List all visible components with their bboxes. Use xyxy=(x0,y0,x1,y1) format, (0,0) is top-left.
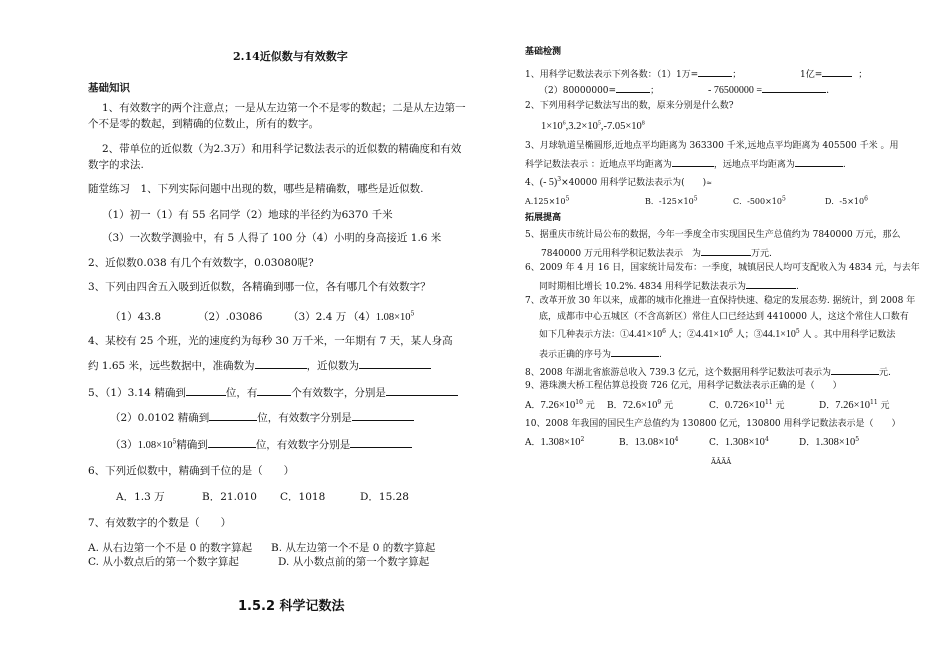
r-question-3-line1: 3、月球轨道呈椭圆形,近地点平均距离为 363300 千米,远地点平均距离为 405500 千米 。用 xyxy=(525,141,899,151)
r-question-7-line4: 表示正确的序号为 . xyxy=(539,346,662,362)
q3-option-3: （3）2.4 万 xyxy=(288,311,347,323)
heading-basic-check: 基础检测 xyxy=(525,47,562,57)
r4-option-c: C．$-500\times 10^5$ xyxy=(733,195,786,206)
r6-blank[interactable] xyxy=(746,278,796,289)
r-question-10: 10、2008 年我国的国民生产总值约为 130800 亿元，130800 用科学记数法表示是（ ） xyxy=(525,419,901,429)
r8-blank[interactable] xyxy=(831,364,879,375)
r-question-1-neg: - 76500000 = . xyxy=(708,82,829,97)
garbled-text: ÃÂÃÂ xyxy=(711,458,732,466)
r1-blank-80000000[interactable] xyxy=(616,82,650,93)
r9-option-a: A．$7.26\times 10^{10}$ 元 xyxy=(525,399,595,411)
r-question-5-line1: 5、据重庆市统计局公布的数据，今年一季度全市实现国民生产总值约为 7840000 万元，那么 xyxy=(525,230,901,240)
r1-blank-yi[interactable] xyxy=(822,66,852,77)
r-question-6-line2: 同时期相比增长 10.2%. 4834 用科学记数法表示为 . xyxy=(539,278,799,294)
q6-option-b: B．21.010 xyxy=(202,491,257,503)
knowledge-2-line1: 2、带单位的近似数（为2.3万）和用科学记数法表示的近似数的精确度和有效 xyxy=(102,143,462,155)
r-question-2: 2、下列用科学记数法写出的数，原来分别是什么数? xyxy=(525,101,734,111)
question-2: 2、近似数0.038 有几个有效数字，0.03080呢? xyxy=(88,257,314,269)
r4-option-b: B．$-125\times 10^5$ xyxy=(645,195,698,206)
q5a-blank-place[interactable] xyxy=(186,385,226,396)
r10-option-b: B．$13.08\times 10^4$ xyxy=(619,436,679,448)
r-question-7-line2: 底，成都市中心五城区（不含高新区）常住人口已经达到 4410000 人，这这个常住人口数有 xyxy=(539,312,909,322)
section-title: 2.14近似数与有效数字 xyxy=(233,50,348,63)
question-5-part1: 5、（1）3.14 精确到 位，有 个有效数字，分别是 xyxy=(88,385,458,400)
bottom-section-title: 1.5.2 科学记数法 xyxy=(238,599,345,614)
q4-blank-exact[interactable] xyxy=(255,358,307,369)
practice-q1-items-b: （3）一次数学测验中，有 5 人得了 100 分（4）小明的身高接近 1.6 米 xyxy=(102,232,442,244)
knowledge-1-line1: 1、有效数字的两个注意点；一是从左边第一个不是零的数起；二是从左边第一 xyxy=(102,102,466,114)
r3-blank-perigee[interactable] xyxy=(672,156,714,167)
q4-blank-approx[interactable] xyxy=(359,358,431,369)
r-question-1-yi: 1亿= ； xyxy=(800,66,867,82)
r-question-9: 9、港珠澳大桥工程估算总投资 726 亿元，用科学记数法表示正确的是（ ） xyxy=(525,381,842,391)
q7-option-c: C. 从小数点后的第一个数字算起 xyxy=(88,556,239,568)
r-question-5-line2: 7840000 万元用科学积记数法表示 为 万元. xyxy=(541,245,772,261)
r4-option-a: $A.125\times 10^5$ xyxy=(525,195,570,206)
q6-option-c: C．1018 xyxy=(280,491,326,503)
r10-option-c: C．$1.308\times 10^4$ xyxy=(709,436,769,448)
r1-blank-neg[interactable] xyxy=(762,82,826,93)
r-question-1-line2: （2）80000000= ； xyxy=(539,82,659,98)
q7-option-b: B. 从左边第一个不是 0 的数字算起 xyxy=(271,542,436,554)
r9-option-c: C．$0.726\times 10^{11}$ 元 xyxy=(709,399,785,411)
question-5-part2: （2）0.0102 精确到 位，有效数字分别是 xyxy=(110,410,414,425)
r-question-6-line1: 6、2009 年 4 月 16 日，国家统计局发布：一季度，城镇居民人均可支配收入为 4834 元，与去年 xyxy=(525,263,920,273)
question-7: 7、有效数字的个数是（ ） xyxy=(88,517,232,529)
q5a-blank-digits[interactable] xyxy=(386,385,458,396)
r-question-4: 4、(- 5)$^3$×40000 用科学记数法表示为( )≈ xyxy=(525,176,712,188)
heading-extension: 拓展提高 xyxy=(525,213,562,223)
q3-option-1: （1）43.8 xyxy=(110,311,162,323)
r1-blank-wan[interactable] xyxy=(698,66,732,77)
q5b-blank-place[interactable] xyxy=(209,410,257,421)
q3-option-2: （2）.03086 xyxy=(198,311,263,323)
r9-option-b: B．$72.6\times 10^9$ 元 xyxy=(607,399,674,411)
knowledge-1-line2: 个不是零的数起，到精确的位数止，所有的数字。 xyxy=(88,118,319,130)
r4-option-d: D．$-5\times 10^6$ xyxy=(825,195,868,206)
q3-option-4: $(4)1.08\times 10^5$ xyxy=(348,310,415,323)
r5-blank[interactable] xyxy=(701,245,751,256)
question-4-line2: 约 1.65 米，远些数据中，准确数为 ，近似数为 xyxy=(88,358,431,373)
q6-option-a: A．1.3 万 xyxy=(116,491,165,503)
r3-blank-apogee[interactable] xyxy=(795,156,843,167)
r9-option-d: D．$7.26\times 10^{11}$ 元 xyxy=(819,399,890,411)
r10-option-d: D．$1.308\times 10^5$ xyxy=(799,436,860,448)
q5c-blank-digits[interactable] xyxy=(350,437,412,448)
q7-option-d: D. 从小数点前的第一个数字算起 xyxy=(278,556,430,568)
question-3: 3、下列由四舍五入吸到近似数，各精确到哪一位，各有哪几个有效数字？ xyxy=(88,281,431,293)
practice-q1-items-a: （1）初一（1）有 55 名同学（2）地球的半径约为6370 千米 xyxy=(102,209,393,221)
r-question-8: 8、2008 年湖北省旅游总收入 739.3 亿元，这个数据用科学记数法可表示为 元. xyxy=(525,364,891,380)
r-question-2-expression: $1\times 10^6,3.2\times 10^5,-7.05\times 10^8$ xyxy=(541,120,645,132)
q5a-blank-count[interactable] xyxy=(257,385,291,396)
r-question-1-line1: 1、用科学记数法表示下列各数：（1）1万= ； xyxy=(525,66,741,82)
q5c-blank-place[interactable] xyxy=(208,437,256,448)
r10-option-a: A．$1.308\times 10^2$ xyxy=(525,436,585,448)
practice-q1: 随堂练习 1、下列实际问题中出现的数，哪些是精确数，哪些是近似数. xyxy=(88,183,424,195)
r-question-7-line3: 如下几种表示方法：$①4.41\times 10^6$ 人；$②4.41\times 10^6$ 人；$③44.1\times 10^5$ 人 。其中用科学记数法 xyxy=(539,328,896,340)
r-question-7-line1: 7、改革开放 30 年以来，成都的城市化推进一直保持快速、稳定的发展态势. 据统计，到 2008 年 xyxy=(525,296,916,306)
r7-blank[interactable] xyxy=(611,346,659,357)
q6-option-d: D．15.28 xyxy=(360,491,409,503)
heading-basic-knowledge: 基础知识 xyxy=(88,82,130,94)
question-4-line1: 4、某校有 25 个班，光的速度约为每秒 30 万千米，一年期有 7 天，某人身高 xyxy=(88,335,453,347)
question-5-part3: $(3)1.08\times 10^5$精确到 位，有效数字分别是 xyxy=(110,437,412,453)
q5b-blank-digits[interactable] xyxy=(352,410,414,421)
knowledge-2-line2: 数字的求法. xyxy=(88,159,144,171)
r-question-3-line2: 科学记数法表示 ：近地点平均距离为 ，远地点平均距离为 . xyxy=(525,156,846,172)
question-6: 6、下列近似数中，精确到千位的是（ ） xyxy=(88,465,295,477)
q7-option-a: A. 从右边第一个不是 0 的数字算起 xyxy=(88,542,253,554)
